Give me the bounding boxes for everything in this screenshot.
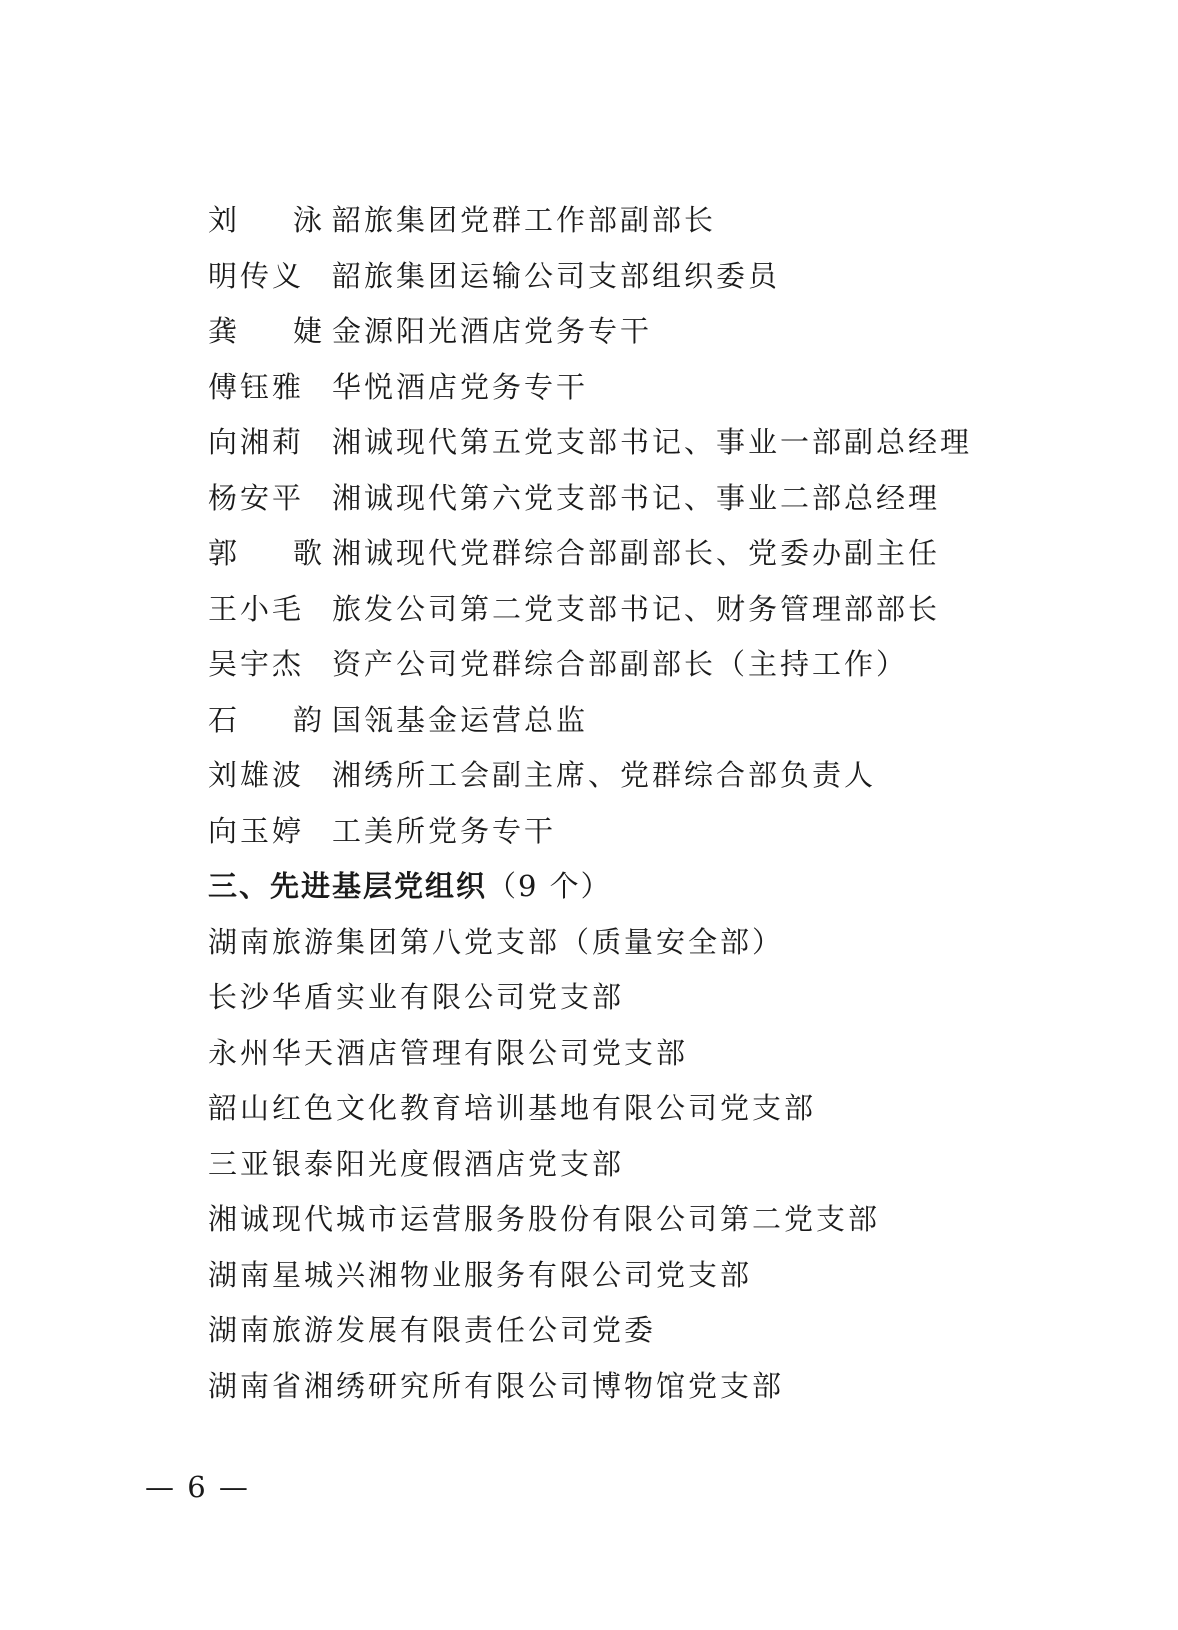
person-name: 明传义	[208, 258, 305, 293]
person-title: 金源阳光酒店党务专干	[332, 314, 653, 348]
section-heading	[208, 859, 1108, 915]
person-row	[208, 471, 1108, 527]
person-row	[208, 526, 1108, 582]
section-count: （9 个）	[487, 869, 612, 903]
org-item: 湖南星城兴湘物业服务有限公司党支部	[208, 1257, 753, 1292]
person-row	[208, 415, 1108, 471]
person-row	[208, 249, 1108, 305]
person-row	[208, 360, 1108, 416]
person-name: 龚 婕	[208, 314, 323, 348]
person-name: 刘雄波	[208, 758, 305, 792]
person-name: 杨安平	[208, 480, 305, 515]
person-name: 傅钰雅	[208, 369, 305, 404]
org-item: 长沙华盾实业有限公司党支部	[208, 980, 625, 1014]
person-row	[208, 582, 1108, 638]
person-title: 工美所党务专干	[332, 813, 557, 848]
person-title: 国瓴基金运营总监	[332, 702, 589, 737]
person-row	[208, 637, 1108, 693]
org-item: 韶山红色文化教育培训基地有限公司党支部	[208, 1091, 817, 1125]
person-row	[208, 304, 1108, 360]
org-item: 湘诚现代城市运营服务股份有限公司第二党支部	[208, 1202, 881, 1236]
person-title: 旅发公司第二党支部书记、财务管理部部长	[332, 591, 941, 626]
org-item: 湖南旅游集团第八党支部（质量安全部）	[208, 924, 785, 959]
person-name: 吴宇杰	[208, 647, 305, 681]
person-row	[208, 804, 1108, 860]
person-title: 资产公司党群综合部副部长（主持工作）	[332, 647, 909, 681]
person-title: 湘诚现代党群综合部副部长、党委办副主任	[332, 536, 941, 570]
person-title: 韶旅集团党群工作部副部长	[332, 203, 717, 237]
org-item: 永州华天酒店管理有限公司党支部	[208, 1035, 689, 1070]
person-name: 向玉婷	[208, 813, 305, 848]
person-title: 湘绣所工会副主席、党群综合部负责人	[332, 758, 877, 792]
person-name: 郭 歌	[208, 536, 323, 570]
org-item: 湖南省湘绣研究所有限公司博物馆党支部	[208, 1368, 785, 1403]
page-number: — 6 —	[145, 1470, 250, 1504]
section-heading-text: 三、先进基层党组织	[208, 869, 488, 903]
person-title: 湘诚现代第六党支部书记、事业二部总经理	[332, 480, 941, 515]
person-title: 湘诚现代第五党支部书记、事业一部副总经理	[332, 425, 973, 459]
content-list	[208, 193, 1108, 1414]
person-name: 石 韵	[208, 702, 323, 737]
person-name: 王小毛	[208, 591, 305, 626]
person-title: 华悦酒店党务专干	[332, 369, 589, 404]
org-item: 湖南旅游发展有限责任公司党委	[208, 1313, 657, 1347]
person-row	[208, 748, 1108, 804]
person-row	[208, 193, 1108, 249]
person-row	[208, 693, 1108, 749]
person-name: 刘 泳	[208, 203, 323, 237]
person-title: 韶旅集团运输公司支部组织委员	[332, 258, 781, 293]
org-item: 三亚银泰阳光度假酒店党支部	[208, 1146, 625, 1181]
person-name: 向湘莉	[208, 425, 305, 459]
